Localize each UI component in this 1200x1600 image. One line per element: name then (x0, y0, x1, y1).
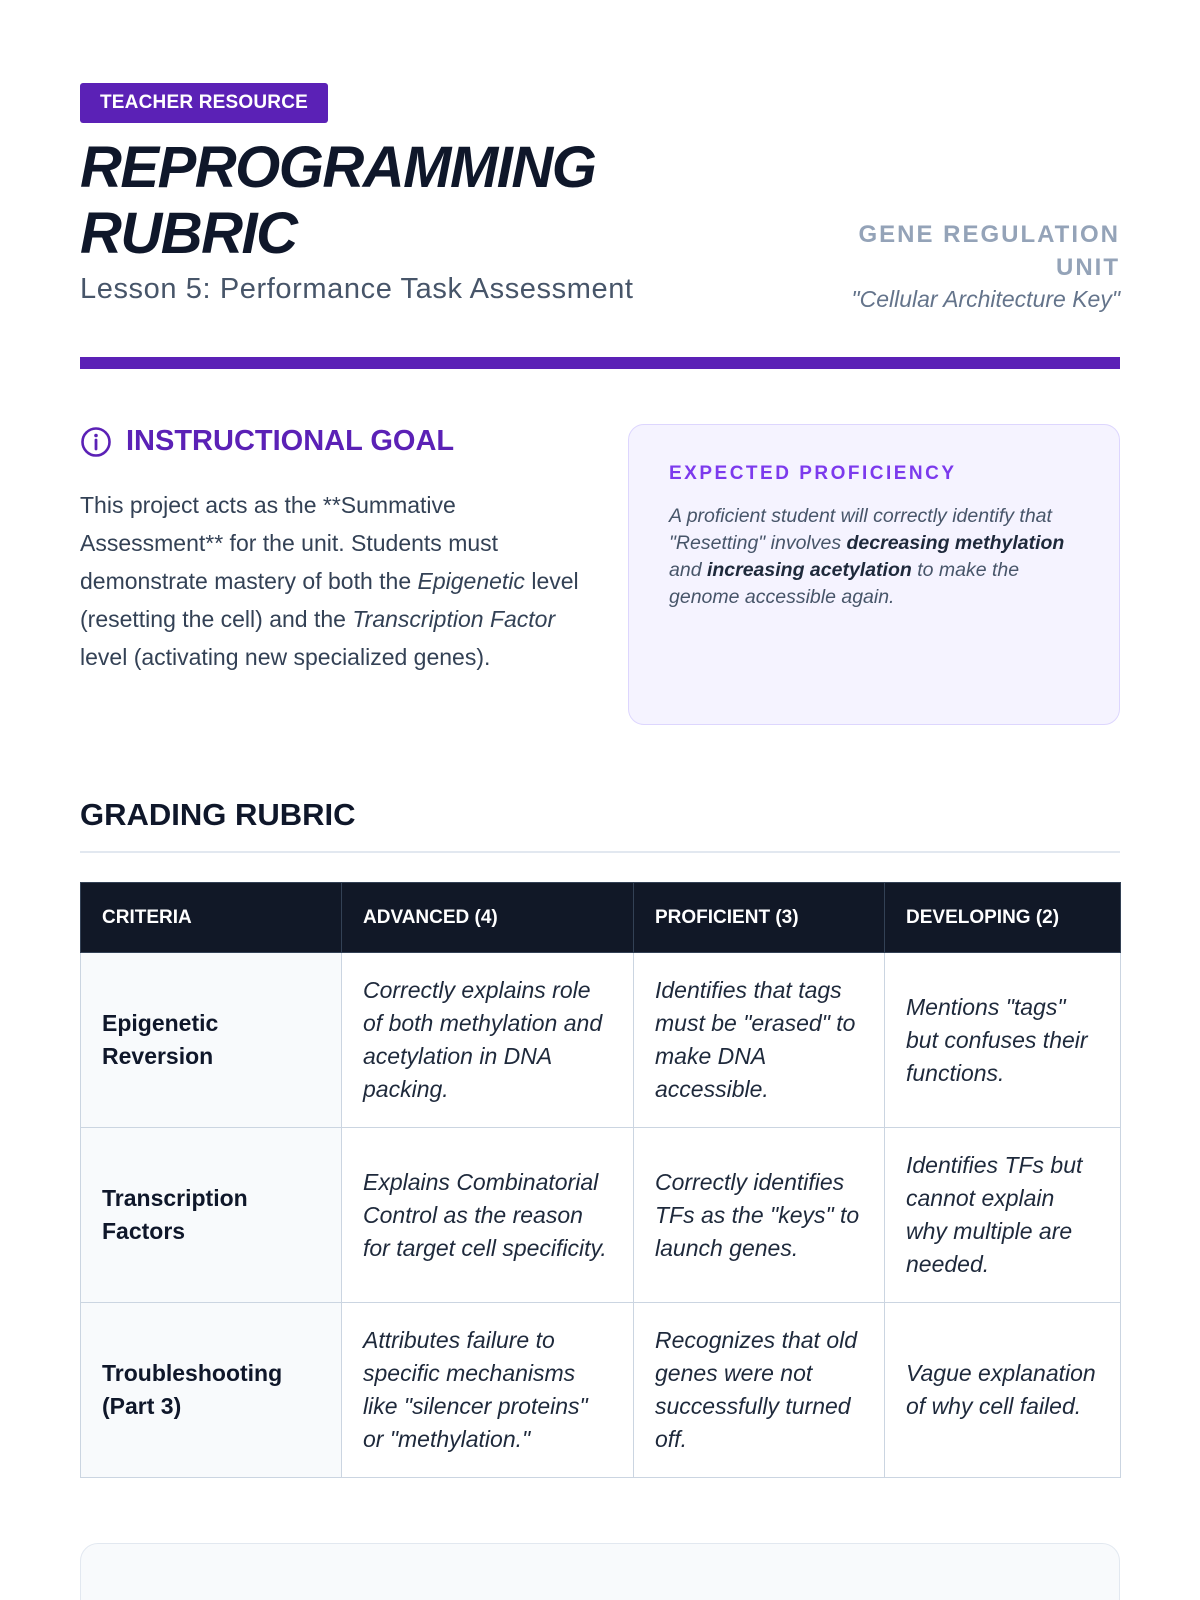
unit-subtitle: "Cellular Architecture Key" (851, 286, 1120, 312)
goal-text-part: level (activating new specialized genes). (80, 644, 491, 670)
goal-emphasis: Transcription Factor (352, 606, 556, 632)
column-header-proficient: PROFICIENT (3) (634, 883, 885, 953)
header-divider (80, 357, 1120, 369)
goal-heading (80, 425, 580, 458)
goal-description (80, 486, 580, 676)
developing-cell: Mentions "tags" but confuses their functions. (885, 953, 1121, 1128)
advanced-cell: Correctly explains role of both methylation and acetylation in DNA packing. (342, 953, 634, 1128)
table-header-row (81, 883, 1121, 953)
page-title: REPROGRAMMING RUBRIC (80, 135, 596, 266)
column-header-developing: DEVELOPING (2) (885, 883, 1121, 953)
teacher-resource-badge: TEACHER RESOURCE (80, 83, 328, 123)
expected-proficiency-card (628, 424, 1120, 725)
goal-emphasis: Epigenetic (417, 568, 525, 594)
proficiency-title: EXPECTED PROFICIENCY (669, 463, 957, 484)
criteria-cell: Transcription Factors (81, 1128, 342, 1303)
goal-title: INSTRUCTIONAL GOAL (126, 425, 455, 457)
proficiency-emphasis: decreasing methylation (846, 532, 1065, 554)
page-subtitle: Lesson 5: Performance Task Assessment (80, 273, 634, 305)
page-header (80, 83, 1120, 373)
table-row (81, 953, 1121, 1128)
footer-card (80, 1543, 1120, 1600)
proficient-cell: Correctly identifies TFs as the "keys" to launch genes. (634, 1128, 885, 1303)
proficient-cell: Identifies that tags must be "erased" to make DNA accessible. (634, 953, 885, 1128)
proficiency-text-part: A proficient student will correctly identify that "Resetting" involves (669, 505, 1052, 554)
goal-text-part: This project acts as the **Summative Assessment** for the unit. Students must demonstrate mastery of both the (80, 492, 499, 594)
criteria-cell: Epigenetic Reversion (81, 953, 342, 1128)
criteria-cell: Troubleshooting (Part 3) (81, 1303, 342, 1478)
rubric-divider (80, 851, 1120, 853)
grading-rubric-heading: GRADING RUBRIC (80, 797, 356, 832)
table-row (81, 1303, 1121, 1478)
proficiency-text-part: and (669, 559, 707, 581)
column-header-criteria: CRITERIA (81, 883, 342, 953)
column-header-advanced: ADVANCED (4) (342, 883, 634, 953)
advanced-cell: Attributes failure to specific mechanisms like "silencer proteins" or "methylation." (342, 1303, 634, 1478)
goal-text-part: level (resetting the cell) and the (80, 568, 579, 632)
proficiency-text-part: to make the genome accessible again. (669, 559, 1020, 608)
unit-label: GENE REGULATION UNIT (858, 221, 1120, 281)
proficiency-emphasis: increasing acetylation (706, 559, 912, 581)
proficient-cell: Recognizes that old genes were not successfully turned off. (634, 1303, 885, 1478)
advanced-cell: Explains Combinatorial Control as the reason for target cell specificity. (342, 1128, 634, 1303)
developing-cell: Vague explanation of why cell failed. (885, 1303, 1121, 1478)
grading-rubric-table (80, 882, 1121, 1478)
proficiency-description (669, 503, 1079, 611)
table-row (81, 1128, 1121, 1303)
info-circle-icon (80, 426, 112, 458)
instructional-goal-section (80, 425, 580, 676)
developing-cell: Identifies TFs but cannot explain why multiple are needed. (885, 1128, 1121, 1303)
rubric-page (80, 0, 1120, 1600)
